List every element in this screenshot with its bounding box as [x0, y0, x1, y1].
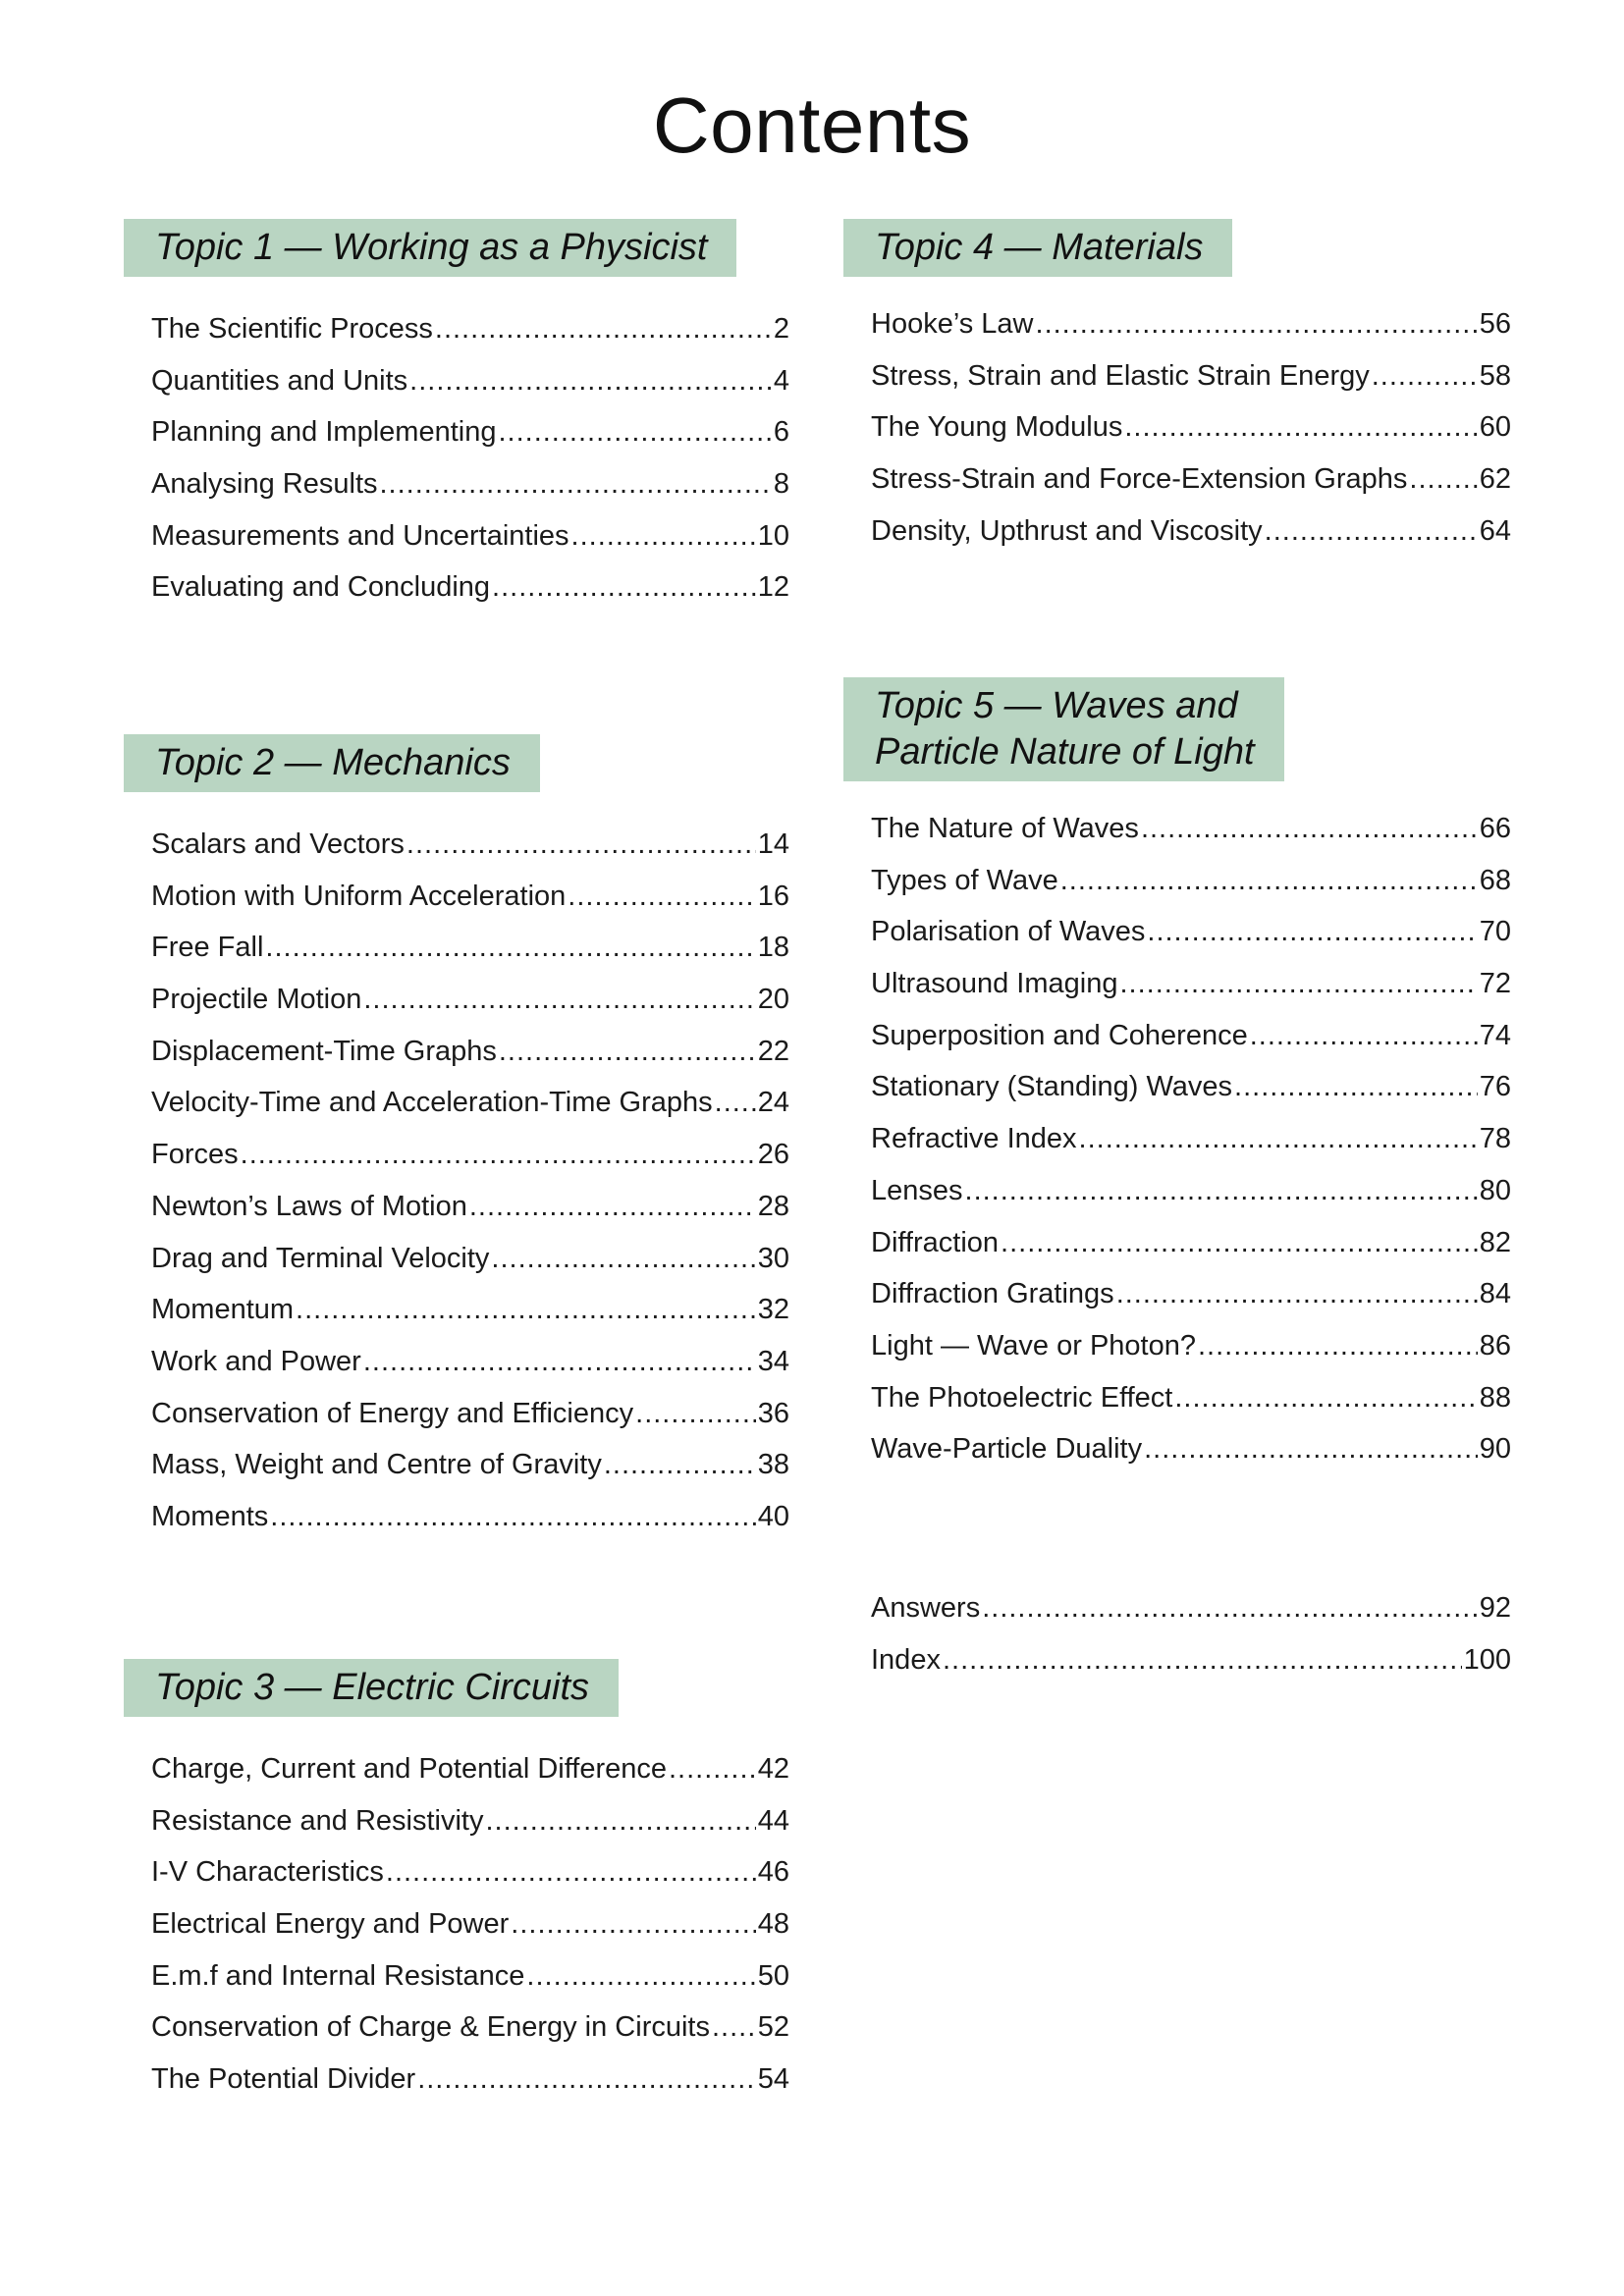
toc-entry-page: 52 [757, 2011, 789, 2044]
toc-entry-title: Diffraction Gratings [871, 1278, 1114, 1310]
dot-leader [712, 2002, 756, 2054]
dot-leader [1198, 1320, 1478, 1372]
toc-entry[interactable] [871, 1165, 1511, 1217]
toc-entry-page: 46 [757, 1856, 789, 1889]
toc-entry-page: 32 [757, 1294, 789, 1326]
dot-leader [943, 1634, 1462, 1686]
toc-entry-page: 62 [1479, 463, 1511, 496]
heading-line: Topic 2 — Mechanics [155, 742, 511, 783]
toc-entry-page: 100 [1463, 1643, 1511, 1676]
toc-entry-page: 78 [1479, 1123, 1511, 1155]
toc-entry[interactable] [151, 1233, 789, 1285]
toc-entry-title: The Photoelectric Effect [871, 1381, 1173, 1414]
heading-line: Topic 4 — Materials [875, 227, 1204, 268]
toc-entry[interactable] [871, 1217, 1511, 1269]
toc-entry-page: 36 [757, 1397, 789, 1429]
dot-leader [406, 819, 756, 871]
toc-entry-title: Displacement-Time Graphs [151, 1035, 497, 1067]
toc-entry[interactable] [151, 1129, 789, 1181]
toc-entry-page: 84 [1479, 1278, 1511, 1310]
toc-entry-page: 50 [757, 1959, 789, 1992]
toc-entry[interactable] [151, 1743, 789, 1795]
toc-entry-title: Electrical Energy and Power [151, 1908, 510, 1941]
topic-1-heading [124, 219, 736, 277]
toc-entry[interactable] [871, 298, 1511, 350]
toc-entry[interactable] [871, 401, 1511, 454]
toc-entry-title: Resistance and Resistivity [151, 1804, 484, 1837]
toc-entry[interactable] [151, 2002, 789, 2054]
topic-5-heading [843, 677, 1284, 781]
dot-leader [1372, 350, 1478, 402]
toc-entry[interactable] [871, 958, 1511, 1010]
toc-entry-title: Conservation of Charge & Energy in Circuits [151, 2011, 710, 2044]
toc-entry-page: 48 [757, 1908, 789, 1941]
toc-entry-title: Measurements and Uncertainties [151, 519, 569, 552]
toc-entry[interactable] [151, 1846, 789, 1898]
toc-entry-title: Density, Upthrust and Viscosity [871, 514, 1263, 547]
toc-entry-title: Work and Power [151, 1345, 361, 1377]
dot-leader [1060, 855, 1478, 907]
topic-3-section [124, 1659, 789, 2106]
toc-entry-page: 42 [757, 1753, 789, 1785]
toc-entry-title: E.m.f and Internal Resistance [151, 1959, 525, 1992]
toc-entry[interactable] [151, 1181, 789, 1233]
dot-leader [491, 1233, 755, 1285]
dot-leader [1174, 1372, 1477, 1424]
topic-5-section [843, 677, 1511, 1475]
toc-entry[interactable] [151, 871, 789, 923]
page-title: Contents [652, 81, 972, 169]
dot-leader [1265, 506, 1478, 558]
dot-leader [1147, 906, 1477, 958]
toc-entry-title: Light — Wave or Photon? [871, 1329, 1196, 1362]
dot-leader [492, 561, 756, 614]
toc-entry-title: Evaluating and Concluding [151, 571, 491, 604]
dot-leader [669, 1743, 756, 1795]
toc-list [843, 803, 1511, 1475]
toc-entry-title: Conservation of Energy and Efficiency [151, 1397, 634, 1429]
toc-entry-title: Answers [871, 1592, 981, 1624]
toc-entry-page: 90 [1479, 1433, 1511, 1466]
toc-entry[interactable] [871, 803, 1511, 855]
toc-entry[interactable] [871, 506, 1511, 558]
toc-entry-page: 66 [1479, 813, 1511, 844]
toc-entry-page: 82 [1479, 1226, 1511, 1258]
toc-entry-page: 22 [757, 1035, 789, 1067]
toc-entry-page: 70 [1479, 916, 1511, 948]
dot-leader [604, 1439, 756, 1491]
toc-entry[interactable] [151, 2054, 789, 2106]
toc-entry-page: 6 [773, 416, 789, 449]
toc-entry[interactable] [151, 1077, 789, 1129]
toc-entry-title: Analysing Results [151, 468, 378, 501]
dot-leader [1144, 1423, 1478, 1475]
dot-leader [241, 1129, 756, 1181]
toc-entry-page: 4 [773, 364, 789, 397]
toc-entry-title: Charge, Current and Potential Difference [151, 1753, 667, 1785]
toc-entry-title: Superposition and Coherence [871, 1019, 1248, 1051]
dot-leader [270, 1491, 755, 1543]
toc-list [124, 1743, 789, 2106]
toc-entry-title: Ultrasound Imaging [871, 968, 1118, 1000]
toc-entry[interactable] [151, 458, 789, 510]
toc-entry-page: 18 [757, 932, 789, 964]
dot-leader [469, 1181, 756, 1233]
toc-entry[interactable] [151, 510, 789, 562]
toc-entry-title: Newton’s Laws of Motion [151, 1190, 467, 1222]
toc-entry-page: 8 [773, 468, 789, 501]
toc-entry[interactable] [871, 1423, 1511, 1475]
dot-leader [386, 1846, 756, 1898]
toc-entry[interactable] [151, 974, 789, 1026]
toc-entry[interactable] [151, 406, 789, 458]
toc-entry-title: Diffraction [871, 1226, 1000, 1258]
toc-entry-title: Drag and Terminal Velocity [151, 1242, 490, 1274]
toc-entry[interactable] [871, 1010, 1511, 1062]
toc-entry[interactable] [151, 922, 789, 974]
toc-entry-page: 64 [1479, 514, 1511, 547]
topic-1-section [124, 219, 789, 614]
heading-line: Topic 5 — Waves and [875, 685, 1238, 726]
toc-entry-page: 88 [1479, 1381, 1511, 1414]
toc-entry-title: Projectile Motion [151, 984, 362, 1016]
toc-entry[interactable] [151, 1439, 789, 1491]
topic-4-section [843, 219, 1511, 557]
topic-3-heading [124, 1659, 619, 1717]
toc-entry-page: 10 [757, 519, 789, 552]
toc-entry[interactable] [871, 350, 1511, 402]
toc-entry-title: The Young Modulus [871, 411, 1123, 444]
toc-entry-page: 24 [757, 1087, 789, 1119]
dot-leader [1141, 803, 1478, 855]
heading-line: Topic 3 — Electric Circuits [155, 1667, 590, 1708]
dot-leader [1116, 1268, 1478, 1320]
toc-entry-title: The Scientific Process [151, 313, 433, 345]
toc-entry-page: 44 [757, 1804, 789, 1837]
toc-entry-page: 34 [757, 1345, 789, 1377]
toc-entry-page: 72 [1479, 968, 1511, 1000]
dot-leader [380, 458, 772, 510]
dot-leader [965, 1165, 1478, 1217]
toc-entry-title: Stress, Strain and Elastic Strain Energy [871, 359, 1370, 392]
dot-leader [265, 922, 755, 974]
toc-entry-page: 68 [1479, 864, 1511, 896]
dot-leader [635, 1388, 756, 1440]
toc-list [124, 819, 789, 1543]
toc-entry[interactable] [871, 454, 1511, 506]
toc-entry-title: I-V Characteristics [151, 1856, 384, 1889]
dot-leader [1250, 1010, 1478, 1062]
toc-entry-page: 12 [757, 571, 789, 604]
toc-entry[interactable] [871, 906, 1511, 958]
toc-entry-page: 60 [1479, 411, 1511, 444]
toc-entry-page: 56 [1479, 308, 1511, 340]
toc-entry[interactable] [151, 1950, 789, 2002]
dot-leader [526, 1950, 755, 2002]
dot-leader [363, 1336, 756, 1388]
toc-list [843, 1582, 1511, 1685]
toc-entry[interactable] [151, 561, 789, 614]
toc-entry-page: 14 [757, 828, 789, 860]
dot-leader [511, 1898, 755, 1950]
dot-leader [1234, 1061, 1478, 1113]
toc-entry-page: 86 [1479, 1329, 1511, 1362]
toc-entry[interactable] [871, 1113, 1511, 1165]
dot-leader [296, 1284, 756, 1336]
toc-entry-title: The Potential Divider [151, 2063, 416, 2096]
dot-leader [435, 303, 772, 355]
dot-leader [499, 1026, 756, 1078]
dot-leader [363, 974, 755, 1026]
toc-list [843, 298, 1511, 557]
toc-entry-title: The Nature of Waves [871, 813, 1139, 844]
toc-entry-page: 30 [757, 1242, 789, 1274]
toc-entry-title: Mass, Weight and Centre of Gravity [151, 1449, 602, 1481]
toc-entry-title: Velocity-Time and Acceleration-Time Graphs [151, 1087, 713, 1119]
dot-leader [982, 1582, 1478, 1634]
dot-leader [417, 2054, 756, 2106]
toc-entry-title: Momentum [151, 1294, 295, 1326]
toc-entry-page: 26 [757, 1139, 789, 1171]
toc-entry-page: 58 [1479, 359, 1511, 392]
toc-entry-title: Types of Wave [871, 864, 1058, 896]
dot-leader [571, 510, 756, 562]
toc-entry[interactable] [871, 1582, 1511, 1634]
toc-entry[interactable] [871, 1634, 1511, 1686]
toc-entry[interactable] [151, 1388, 789, 1440]
toc-entry-title: Motion with Uniform Acceleration [151, 880, 567, 912]
toc-entry-page: 16 [757, 880, 789, 912]
toc-entry-title: Hooke’s Law [871, 308, 1034, 340]
dot-leader [1001, 1217, 1478, 1269]
toc-entry-title: Scalars and Vectors [151, 828, 405, 860]
dot-leader [1119, 958, 1477, 1010]
dot-leader [1409, 454, 1477, 506]
toc-entry-page: 54 [757, 2063, 789, 2096]
dot-leader [409, 355, 772, 407]
toc-entry[interactable] [871, 1372, 1511, 1424]
toc-entry[interactable] [871, 855, 1511, 907]
dot-leader [485, 1795, 755, 1847]
toc-entry-page: 38 [757, 1449, 789, 1481]
toc-entry[interactable] [871, 1061, 1511, 1113]
heading-line: Topic 1 — Working as a Physicist [155, 227, 708, 268]
toc-entry-page: 28 [757, 1190, 789, 1222]
toc-entry-page: 92 [1479, 1592, 1511, 1624]
dot-leader [498, 406, 771, 458]
toc-entry-title: Polarisation of Waves [871, 916, 1146, 948]
toc-entry[interactable] [151, 1284, 789, 1336]
toc-entry-title: Refractive Index [871, 1123, 1077, 1155]
toc-entry-page: 80 [1479, 1174, 1511, 1206]
heading-line: Particle Nature of Light [875, 731, 1255, 773]
toc-entry[interactable] [871, 1320, 1511, 1372]
toc-entry-page: 20 [757, 984, 789, 1016]
dot-leader [1036, 298, 1478, 350]
toc-entry-title: Quantities and Units [151, 364, 408, 397]
toc-entry-title: Forces [151, 1139, 239, 1171]
dot-leader [1124, 401, 1477, 454]
toc-entry-title: Free Fall [151, 932, 264, 964]
toc-entry-page: 76 [1479, 1071, 1511, 1103]
toc-entry[interactable] [151, 303, 789, 355]
toc-entry-page: 74 [1479, 1019, 1511, 1051]
toc-entry[interactable] [151, 355, 789, 407]
toc-entry[interactable] [151, 1898, 789, 1950]
toc-list [124, 303, 789, 614]
dot-leader [1079, 1113, 1478, 1165]
toc-entry-page: 40 [757, 1500, 789, 1532]
toc-entry-title: Moments [151, 1500, 269, 1532]
toc-entry[interactable] [151, 1336, 789, 1388]
toc-entry-title: Stationary (Standing) Waves [871, 1071, 1233, 1103]
toc-entry[interactable] [151, 1026, 789, 1078]
dot-leader [568, 871, 755, 923]
toc-entry[interactable] [151, 1795, 789, 1847]
toc-entry[interactable] [151, 1491, 789, 1543]
toc-entry-title: Wave-Particle Duality [871, 1433, 1143, 1466]
back-matter-section [843, 1582, 1511, 1685]
toc-entry-title: Index [871, 1643, 941, 1676]
toc-entry[interactable] [871, 1268, 1511, 1320]
topic-4-heading [843, 219, 1232, 277]
toc-entry-title: Lenses [871, 1174, 963, 1206]
toc-entry-title: Planning and Implementing [151, 416, 497, 449]
toc-entry-title: Stress-Strain and Force-Extension Graphs [871, 463, 1408, 496]
toc-entry-page: 2 [773, 313, 789, 345]
toc-entry[interactable] [151, 819, 789, 871]
topic-2-section [124, 734, 789, 1543]
dot-leader [715, 1077, 756, 1129]
topic-2-heading [124, 734, 540, 792]
